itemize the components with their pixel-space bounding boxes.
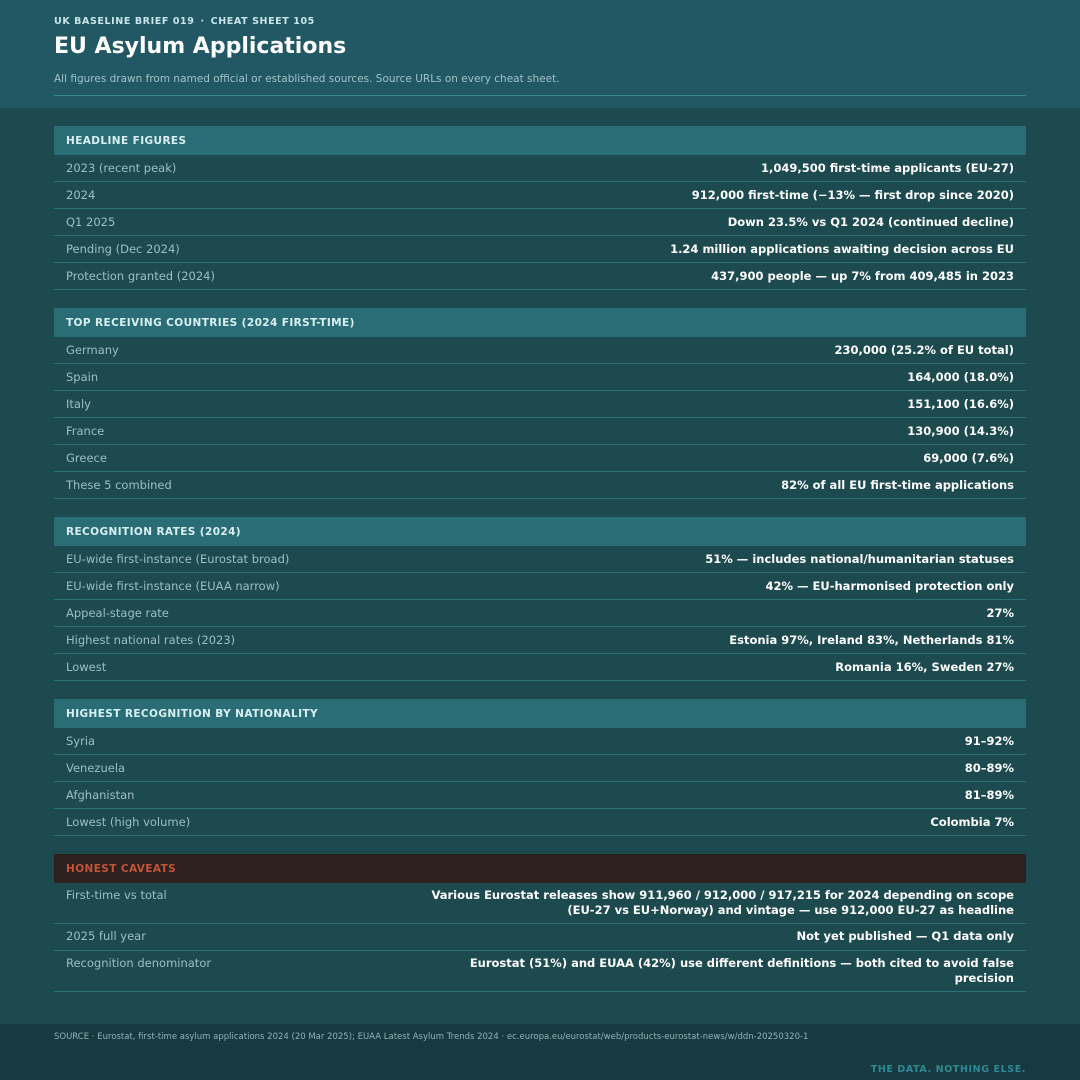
section-title: TOP RECEIVING COUNTRIES (2024 FIRST-TIME) <box>54 308 1026 337</box>
cheat-sheet-content <box>54 126 1026 1010</box>
row-value: 437,900 people — up 7% from 409,485 in 2023 <box>711 269 1014 283</box>
row-value: 1.24 million applications awaiting decision across EU <box>670 242 1014 256</box>
row-value: Estonia 97%, Ireland 83%, Netherlands 81% <box>729 633 1014 647</box>
row-label: Highest national rates (2023) <box>66 633 236 647</box>
section-recognition-by-nationality <box>54 699 1026 836</box>
section-top-receiving-countries <box>54 308 1026 499</box>
table-row <box>54 364 1026 391</box>
table-row <box>54 728 1026 755</box>
page-title: EU Asylum Applications <box>54 34 347 59</box>
row-label: Protection granted (2024) <box>66 269 215 283</box>
row-label: Italy <box>66 397 91 411</box>
row-value: Various Eurostat releases show 911,960 / 912,000 / 917,215 for 2024 depending on scope (EU-27 vs EU+Norway) and vintage — use 912,000 EU-27 as headline <box>431 888 1014 917</box>
section-title: HIGHEST RECOGNITION BY NATIONALITY <box>54 699 1026 728</box>
row-value: 130,900 (14.3%) <box>907 424 1014 438</box>
row-value: 81–89% <box>964 788 1014 802</box>
table-row <box>54 809 1026 836</box>
row-label: France <box>66 424 105 438</box>
row-label: First-time vs total <box>66 888 167 902</box>
caveat-row <box>54 951 1026 992</box>
row-label: 2025 full year <box>66 929 146 943</box>
section-recognition-rates <box>54 517 1026 681</box>
row-label: Pending (Dec 2024) <box>66 242 180 256</box>
row-label: 2023 (recent peak) <box>66 161 177 175</box>
row-value: 42% — EU-harmonised protection only <box>765 579 1014 593</box>
row-label: Afghanistan <box>66 788 135 802</box>
table-row <box>54 209 1026 236</box>
brief-kicker <box>54 16 315 27</box>
table-row <box>54 445 1026 472</box>
table-row <box>54 546 1026 573</box>
table-row <box>54 391 1026 418</box>
row-value: 151,100 (16.6%) <box>907 397 1014 411</box>
table-row <box>54 472 1026 499</box>
row-label: Q1 2025 <box>66 215 116 229</box>
row-value: Eurostat (51%) and EUAA (42%) use different definitions — both cited to avoid false precision <box>469 956 1014 985</box>
table-row <box>54 236 1026 263</box>
row-value: Romania 16%, Sweden 27% <box>835 660 1014 674</box>
table-row <box>54 182 1026 209</box>
source-citation: SOURCE · Eurostat, first-time asylum applications 2024 (20 Mar 2025); EUAA Latest Asylum Trends 2024 · ec.europa.eu/eurostat/web/products-eurostat-news/w/ddn-20250320-1 <box>54 1032 809 1042</box>
row-label: Germany <box>66 343 119 357</box>
row-label: EU-wide first-instance (Eurostat broad) <box>66 552 290 566</box>
row-value: 91–92% <box>964 734 1014 748</box>
table-row <box>54 155 1026 182</box>
table-row <box>54 600 1026 627</box>
table-row <box>54 627 1026 654</box>
row-label: Greece <box>66 451 107 465</box>
table-row <box>54 782 1026 809</box>
row-label: Appeal-stage rate <box>66 606 169 620</box>
row-label: EU-wide first-instance (EUAA narrow) <box>66 579 280 593</box>
row-label: 2024 <box>66 188 96 202</box>
page-footer <box>0 1024 1080 1080</box>
row-value: 1,049,500 first-time applicants (EU-27) <box>761 161 1014 175</box>
row-label: Recognition denominator <box>66 956 212 970</box>
row-value: Down 23.5% vs Q1 2024 (continued decline) <box>727 215 1014 229</box>
section-headline-figures <box>54 126 1026 290</box>
caveats-title: HONEST CAVEATS <box>54 854 1026 883</box>
row-value: 80–89% <box>964 761 1014 775</box>
row-label: Lowest (high volume) <box>66 815 191 829</box>
section-title: RECOGNITION RATES (2024) <box>54 517 1026 546</box>
table-row <box>54 573 1026 600</box>
row-label: Spain <box>66 370 99 384</box>
row-label: Lowest <box>66 660 107 674</box>
page-subtitle: All figures drawn from named official or established sources. Source URLs on every cheat sheet. <box>54 73 560 85</box>
brief-id: UK BASELINE BRIEF 019 <box>54 16 195 27</box>
row-value: Colombia 7% <box>930 815 1014 829</box>
caveat-row <box>54 924 1026 951</box>
row-value: 82% of all EU first-time applications <box>781 478 1014 492</box>
row-label: Venezuela <box>66 761 126 775</box>
row-value: 27% <box>986 606 1014 620</box>
header-divider <box>54 95 1026 96</box>
row-label: These 5 combined <box>66 478 172 492</box>
row-value: 230,000 (25.2% of EU total) <box>834 343 1014 357</box>
page-header <box>0 0 1080 108</box>
row-value: 69,000 (7.6%) <box>923 451 1014 465</box>
row-value: 51% — includes national/humanitarian statuses <box>705 552 1014 566</box>
row-value: 912,000 first-time (−13% — first drop since 2020) <box>691 188 1014 202</box>
cheat-sheet-id: CHEAT SHEET 105 <box>210 16 315 27</box>
row-label: Syria <box>66 734 96 748</box>
table-row <box>54 654 1026 681</box>
caveat-row <box>54 883 1026 924</box>
table-row <box>54 418 1026 445</box>
table-row <box>54 263 1026 290</box>
table-row <box>54 337 1026 364</box>
row-value: 164,000 (18.0%) <box>907 370 1014 384</box>
kicker-separator: · <box>200 16 205 27</box>
table-row <box>54 755 1026 782</box>
brand-tagline: THE DATA. NOTHING ELSE. <box>870 1064 1026 1075</box>
row-value: Not yet published — Q1 data only <box>796 929 1014 943</box>
section-title: HEADLINE FIGURES <box>54 126 1026 155</box>
section-honest-caveats <box>54 854 1026 992</box>
